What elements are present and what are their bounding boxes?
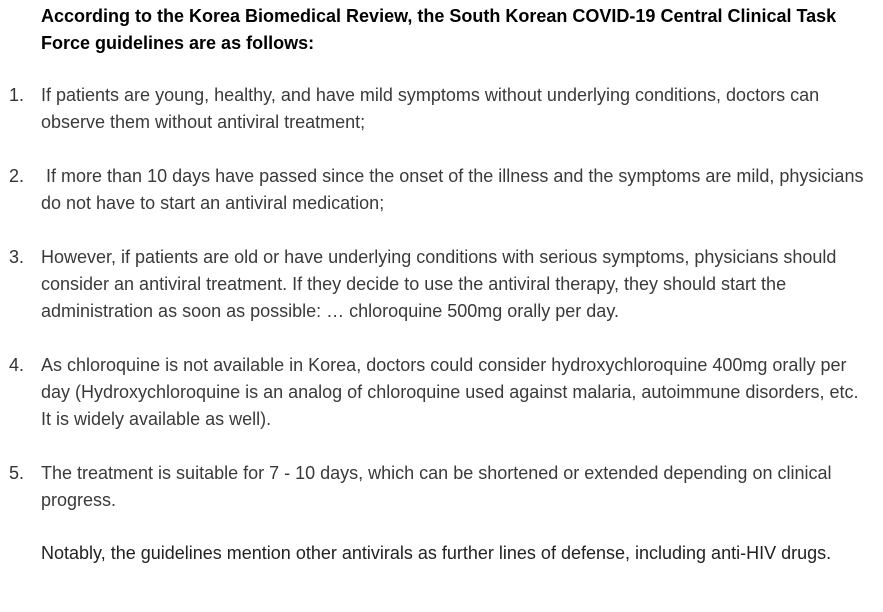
- list-text: As chloroquine is not available in Korea, doctors could consider hydroxychloroquine 400mg orally per day (Hydroxychloroquine is an analog of chloroquine used against malaria, autoimmune disorders, etc. It is widely available as well).: [41, 355, 869, 429]
- list-number: 3.: [9, 247, 25, 267]
- list-text: If more than 10 days have passed since the onset of the illness and the symptoms are mild, physicians do not have to start an antiviral medication;: [41, 166, 869, 213]
- list-number: 1.: [9, 85, 25, 105]
- list-number: 4.: [9, 355, 25, 375]
- list-number: 5.: [9, 463, 25, 483]
- list-number: 2.: [9, 166, 25, 186]
- list-text: The treatment is suitable for 7 - 10 days, which can be shortened or extended depending on clinical progress.: [41, 463, 832, 510]
- list-text: If patients are young, healthy, and have mild symptoms without underlying conditions, doctors can observe them without antiviral treatment;: [41, 85, 825, 132]
- closing-note: Notably, the guidelines mention other antivirals as further lines of defense, including anti-HIV drugs.: [41, 543, 832, 563]
- list-text: However, if patients are old or have underlying conditions with serious symptoms, physicians should consider an antiviral treatment. If they decide to use the antiviral therapy, they should start the administration as soon as possible: … chloroquine 500mg orally per day.: [41, 247, 837, 321]
- heading: According to the Korea Biomedical Review, the South Korean COVID-19 Central Clinical Task Force guidelines are as follows:: [41, 6, 837, 53]
